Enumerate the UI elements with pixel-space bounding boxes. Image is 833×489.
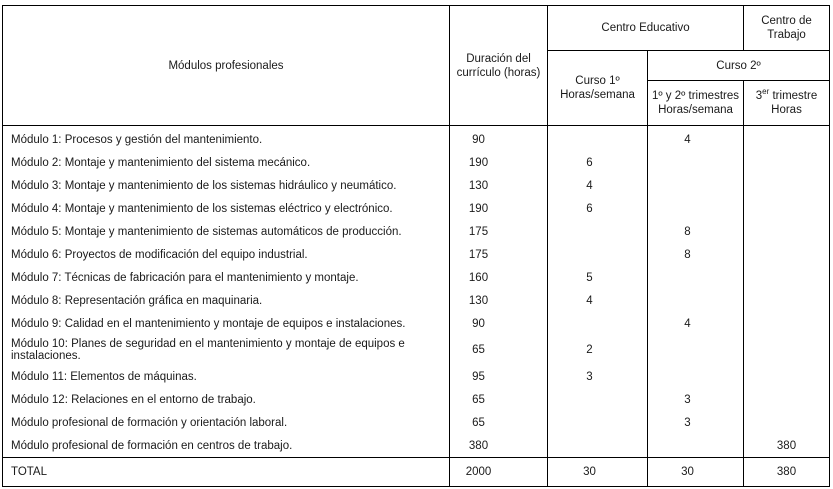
table-row — [3, 126, 830, 152]
table-row — [3, 365, 830, 388]
header-duration: Duración del currículo (horas) — [450, 6, 548, 126]
course1-cell — [548, 220, 648, 243]
table-row — [3, 197, 830, 220]
work-center-cell — [744, 335, 830, 365]
header-centro-educativo: Centro Educativo — [548, 6, 744, 51]
table-row — [3, 220, 830, 243]
course1-cell — [548, 126, 648, 152]
table-row — [3, 388, 830, 411]
total-course2: 30 — [648, 458, 744, 487]
table-row — [3, 335, 830, 365]
table-row — [3, 434, 830, 458]
work-center-cell: 380 — [744, 434, 830, 458]
module-name: Módulo profesional de formación en centros de trabajo. — [3, 434, 450, 458]
course2-cell — [648, 197, 744, 220]
duration-cell: 160 — [450, 266, 548, 289]
table-row — [3, 266, 830, 289]
module-name: Módulo 11: Elementos de máquinas. — [3, 365, 450, 388]
header-modules: Módulos profesionales — [3, 6, 450, 126]
duration-cell: 90 — [450, 312, 548, 335]
duration-cell: 175 — [450, 220, 548, 243]
course2-cell — [648, 266, 744, 289]
course2-cell — [648, 434, 744, 458]
table-row — [3, 411, 830, 434]
work-center-cell — [744, 266, 830, 289]
course2-cell: 8 — [648, 243, 744, 266]
work-center-cell — [744, 411, 830, 434]
course2-cell: 4 — [648, 312, 744, 335]
course1-cell — [548, 434, 648, 458]
duration-cell: 190 — [450, 151, 548, 174]
header-trimestres-1-2: 1º y 2º trimestres Horas/semana — [648, 81, 744, 126]
total-work-center: 380 — [744, 458, 830, 487]
total-row — [3, 458, 830, 487]
total-label: TOTAL — [3, 458, 450, 487]
header-curso-1: Curso 1º Horas/semana — [548, 51, 648, 126]
module-name: Módulo 6: Proyectos de modificación del equipo industrial. — [3, 243, 450, 266]
course2-cell — [648, 365, 744, 388]
work-center-cell — [744, 151, 830, 174]
course2-cell — [648, 335, 744, 365]
work-center-cell — [744, 197, 830, 220]
course1-cell: 4 — [548, 174, 648, 197]
course2-cell — [648, 289, 744, 312]
work-center-cell — [744, 289, 830, 312]
work-center-cell — [744, 365, 830, 388]
course1-cell: 2 — [548, 335, 648, 365]
header-trimestre-3: 3er trimestre Horas — [744, 81, 830, 126]
header-centro-trabajo: Centro de Trabajo — [744, 6, 830, 51]
work-center-cell — [744, 174, 830, 197]
course1-cell: 3 — [548, 365, 648, 388]
course1-cell — [548, 312, 648, 335]
course2-cell: 4 — [648, 126, 744, 152]
duration-cell: 175 — [450, 243, 548, 266]
work-center-cell — [744, 243, 830, 266]
work-center-cell — [744, 388, 830, 411]
course1-cell — [548, 243, 648, 266]
course2-cell: 3 — [648, 411, 744, 434]
module-name: Módulo profesional de formación y orientación laboral. — [3, 411, 450, 434]
duration-cell: 380 — [450, 434, 548, 458]
module-name: Módulo 10: Planes de seguridad en el mantenimiento y montaje de equipos e instalaciones. — [3, 335, 450, 365]
module-name: Módulo 5: Montaje y mantenimiento de sistemas automáticos de producción. — [3, 220, 450, 243]
table-row — [3, 312, 830, 335]
course1-cell: 6 — [548, 197, 648, 220]
module-name: Módulo 1: Procesos y gestión del mantenimiento. — [3, 126, 450, 152]
course2-cell — [648, 174, 744, 197]
header-curso-2: Curso 2º — [648, 51, 830, 81]
module-name: Módulo 3: Montaje y mantenimiento de los sistemas hidráulico y neumático. — [3, 174, 450, 197]
course2-cell: 3 — [648, 388, 744, 411]
duration-cell: 65 — [450, 335, 548, 365]
course2-cell — [648, 151, 744, 174]
work-center-cell — [744, 312, 830, 335]
module-name: Módulo 12: Relaciones en el entorno de trabajo. — [3, 388, 450, 411]
table-row — [3, 289, 830, 312]
duration-cell: 65 — [450, 411, 548, 434]
duration-cell: 95 — [450, 365, 548, 388]
course1-cell: 5 — [548, 266, 648, 289]
duration-cell: 130 — [450, 174, 548, 197]
total-course1: 30 — [548, 458, 648, 487]
work-center-cell — [744, 126, 830, 152]
course1-cell: 6 — [548, 151, 648, 174]
total-duration: 2000 — [450, 458, 548, 487]
duration-cell: 190 — [450, 197, 548, 220]
module-name: Módulo 9: Calidad en el mantenimiento y montaje de equipos e instalaciones. — [3, 312, 450, 335]
course2-cell: 8 — [648, 220, 744, 243]
work-center-cell — [744, 220, 830, 243]
duration-cell: 130 — [450, 289, 548, 312]
course1-cell — [548, 411, 648, 434]
module-name: Módulo 8: Representación gráfica en maquinaria. — [3, 289, 450, 312]
module-name: Módulo 2: Montaje y mantenimiento del sistema mecánico. — [3, 151, 450, 174]
table-row — [3, 243, 830, 266]
table-row — [3, 174, 830, 197]
table-row — [3, 151, 830, 174]
curriculum-table — [2, 5, 830, 487]
duration-cell: 90 — [450, 126, 548, 152]
module-name: Módulo 7: Técnicas de fabricación para el mantenimiento y montaje. — [3, 266, 450, 289]
module-name: Módulo 4: Montaje y mantenimiento de los sistemas eléctrico y electrónico. — [3, 197, 450, 220]
course1-cell: 4 — [548, 289, 648, 312]
duration-cell: 65 — [450, 388, 548, 411]
course1-cell — [548, 388, 648, 411]
